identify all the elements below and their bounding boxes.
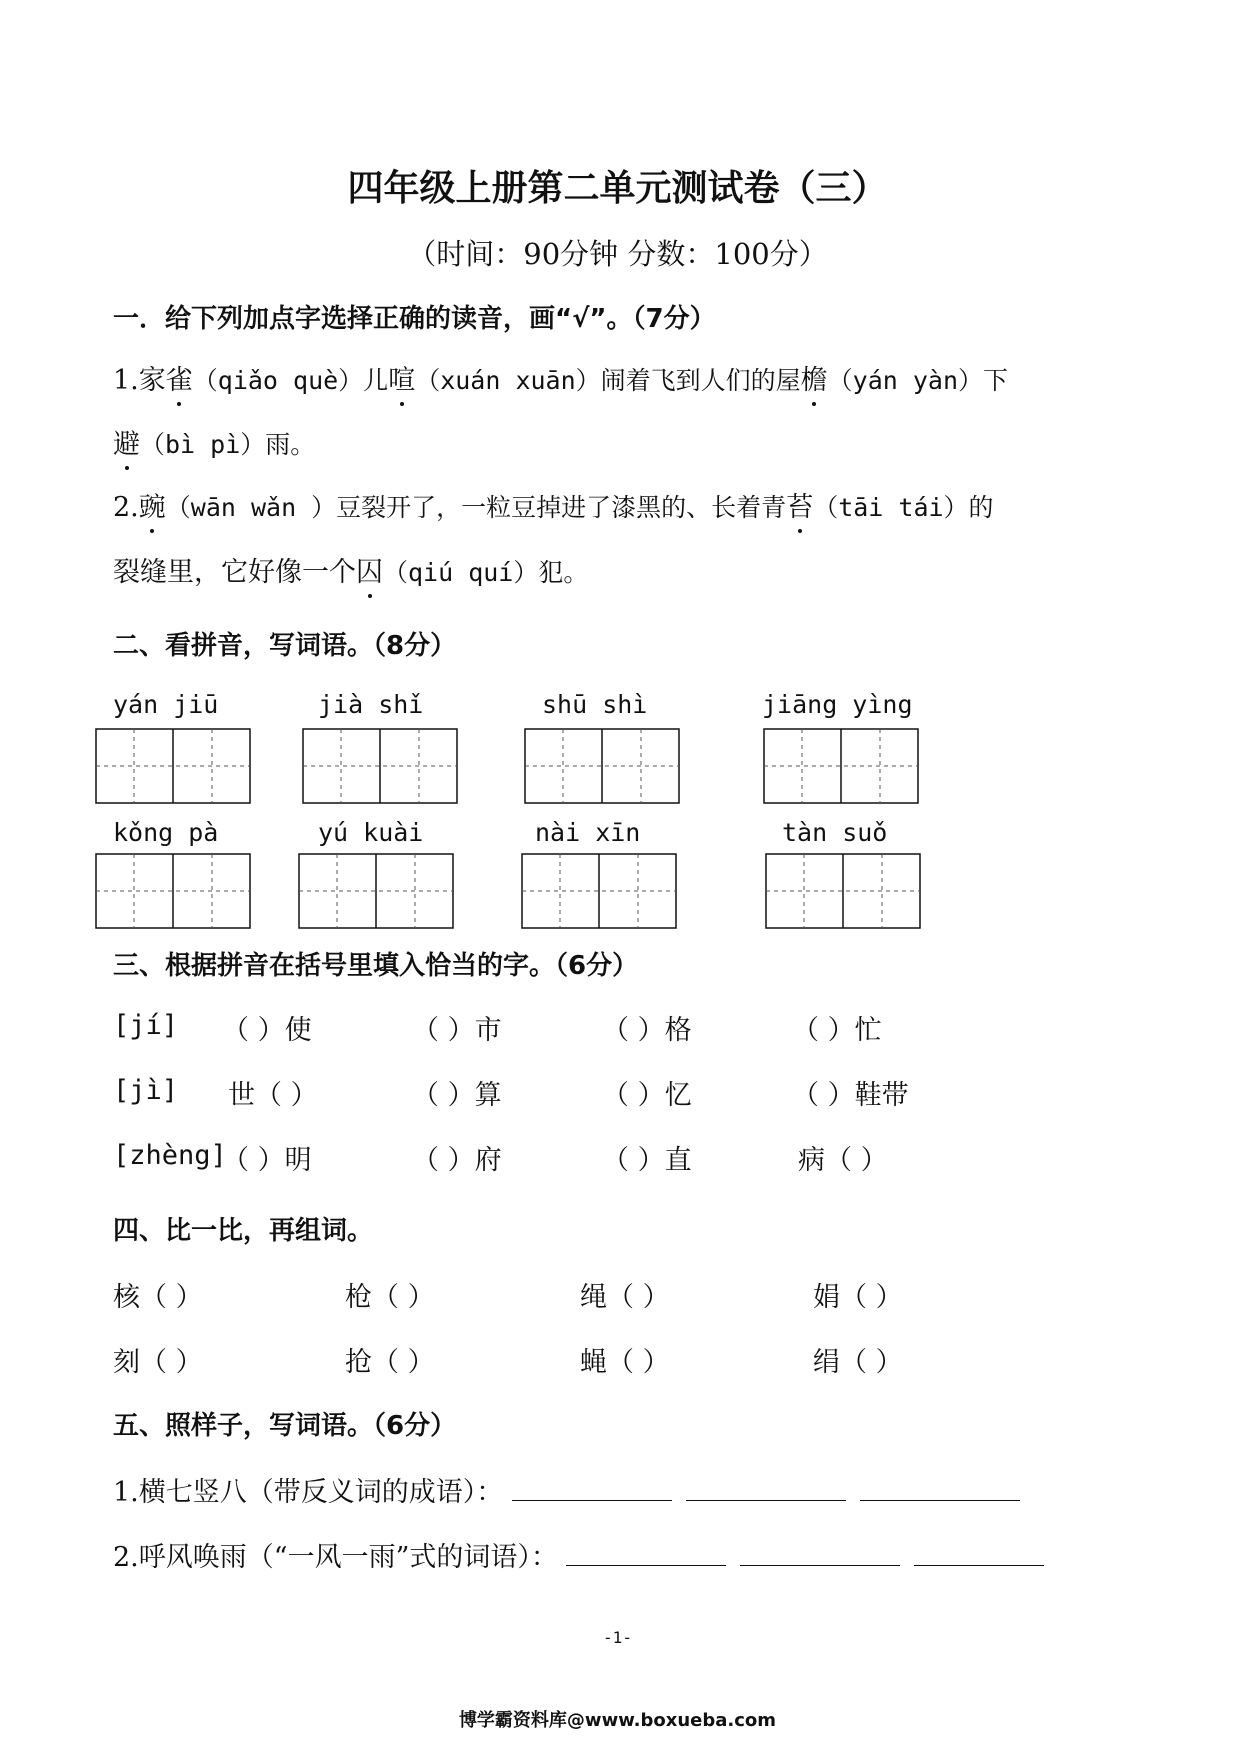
fill-blank[interactable]: （ ）使 xyxy=(222,1015,312,1046)
dotted-char: 避 xyxy=(113,422,140,461)
answer-line[interactable] xyxy=(566,1541,726,1566)
s5-question-1 xyxy=(113,1470,1034,1509)
pinyin-label: yán jiū xyxy=(113,690,219,719)
pinyin-label: yú kuài xyxy=(318,818,424,847)
s1-question-1-line-1: 1.家雀（qiǎo què）儿喧（xuán xuān）闹着飞到人们的屋檐（yán yàn）下 xyxy=(113,358,1008,397)
writing-grid[interactable] xyxy=(298,853,454,929)
s1-question-1-line-2: 避（bì pì）雨。 xyxy=(113,422,315,461)
s3-row-label: [jì] xyxy=(113,1075,179,1106)
fill-blank[interactable]: 枪（ ） xyxy=(345,1282,435,1313)
dotted-char: 雀 xyxy=(166,358,193,397)
fill-blank[interactable]: （ ）忆 xyxy=(602,1080,692,1111)
pinyin-label: tàn suǒ xyxy=(782,818,888,847)
s5-question-1-text: 1.横七竖八（带反义词的成语）： xyxy=(113,1477,504,1508)
fill-blank[interactable]: （ ）府 xyxy=(412,1145,502,1176)
s5-question-2 xyxy=(113,1535,1044,1574)
section-1-heading: 一．给下列加点字选择正确的读音，画“√”。（7分） xyxy=(113,304,716,334)
page-title: 四年级上册第二单元测试卷（三） xyxy=(347,167,888,209)
pinyin-label: jià shǐ xyxy=(318,690,424,719)
s1-question-2-line-2: 裂缝里，它好像一个囚（qiú quí）犯。 xyxy=(113,550,588,589)
fill-blank[interactable]: 绳（ ） xyxy=(580,1282,670,1313)
s3-row-label: [zhèng] xyxy=(113,1140,227,1171)
section-4-heading: 四、比一比，再组词。 xyxy=(113,1216,374,1246)
footer-watermark: 博学霸资料库@www.boxueba.com xyxy=(458,1710,777,1731)
writing-grid[interactable] xyxy=(95,728,251,804)
page-number: -1- xyxy=(603,1628,632,1647)
fill-blank[interactable]: 抢（ ） xyxy=(345,1347,435,1378)
dotted-char: 苔 xyxy=(786,485,813,524)
fill-blank[interactable]: （ ）格 xyxy=(602,1015,692,1046)
pinyin-label: kǒng pà xyxy=(113,818,219,847)
fill-blank[interactable]: （ ）算 xyxy=(412,1080,502,1111)
answer-line[interactable] xyxy=(860,1476,1020,1501)
fill-blank[interactable]: （ ）直 xyxy=(602,1145,692,1176)
answer-line[interactable] xyxy=(740,1541,900,1566)
fill-blank[interactable]: （ ）市 xyxy=(412,1015,502,1046)
fill-blank[interactable]: 娟（ ） xyxy=(813,1282,903,1313)
fill-blank[interactable]: （ ）忙 xyxy=(792,1015,882,1046)
dotted-char: 豌 xyxy=(139,485,166,524)
s5-question-2-text: 2.呼风唤雨（“一风一雨”式的词语）： xyxy=(113,1542,558,1573)
fill-blank[interactable]: （ ）明 xyxy=(222,1145,312,1176)
s3-row-label: [jí] xyxy=(113,1010,179,1041)
answer-line[interactable] xyxy=(914,1541,1044,1566)
writing-grid[interactable] xyxy=(302,728,458,804)
pinyin-label: jiāng yìng xyxy=(762,690,913,719)
writing-grid[interactable] xyxy=(95,853,251,929)
page-subtitle: （时间：90分钟 分数：100分） xyxy=(407,237,828,271)
dotted-char: 檐 xyxy=(801,358,828,397)
fill-blank[interactable]: 刻（ ） xyxy=(113,1347,203,1378)
writing-grid[interactable] xyxy=(765,853,921,929)
answer-line[interactable] xyxy=(512,1476,672,1501)
fill-blank[interactable]: 核（ ） xyxy=(113,1282,203,1313)
dotted-char: 囚 xyxy=(356,550,383,589)
answer-line[interactable] xyxy=(686,1476,846,1501)
s1-question-2-line-1: 2.豌（wān wǎn ）豆裂开了，一粒豆掉进了漆黑的、长着青苔（tāi tái）的 xyxy=(113,485,994,524)
fill-blank[interactable]: 世（ ） xyxy=(228,1080,318,1111)
pinyin-label: shū shì xyxy=(542,690,648,719)
writing-grid[interactable] xyxy=(521,853,677,929)
fill-blank[interactable]: （ ）鞋带 xyxy=(792,1080,909,1111)
writing-grid[interactable] xyxy=(524,728,680,804)
writing-grid[interactable] xyxy=(763,728,919,804)
section-3-heading: 三、根据拼音在括号里填入恰当的字。（6分） xyxy=(113,951,639,981)
pinyin-label: nài xīn xyxy=(535,818,641,847)
section-2-heading: 二、看拼音，写词语。（8分） xyxy=(113,631,457,661)
fill-blank[interactable]: 蝇（ ） xyxy=(580,1347,670,1378)
fill-blank[interactable]: 病（ ） xyxy=(798,1145,888,1176)
dotted-char: 喧 xyxy=(388,358,415,397)
section-5-heading: 五、照样子，写词语。（6分） xyxy=(113,1411,457,1441)
fill-blank[interactable]: 绢（ ） xyxy=(813,1347,903,1378)
